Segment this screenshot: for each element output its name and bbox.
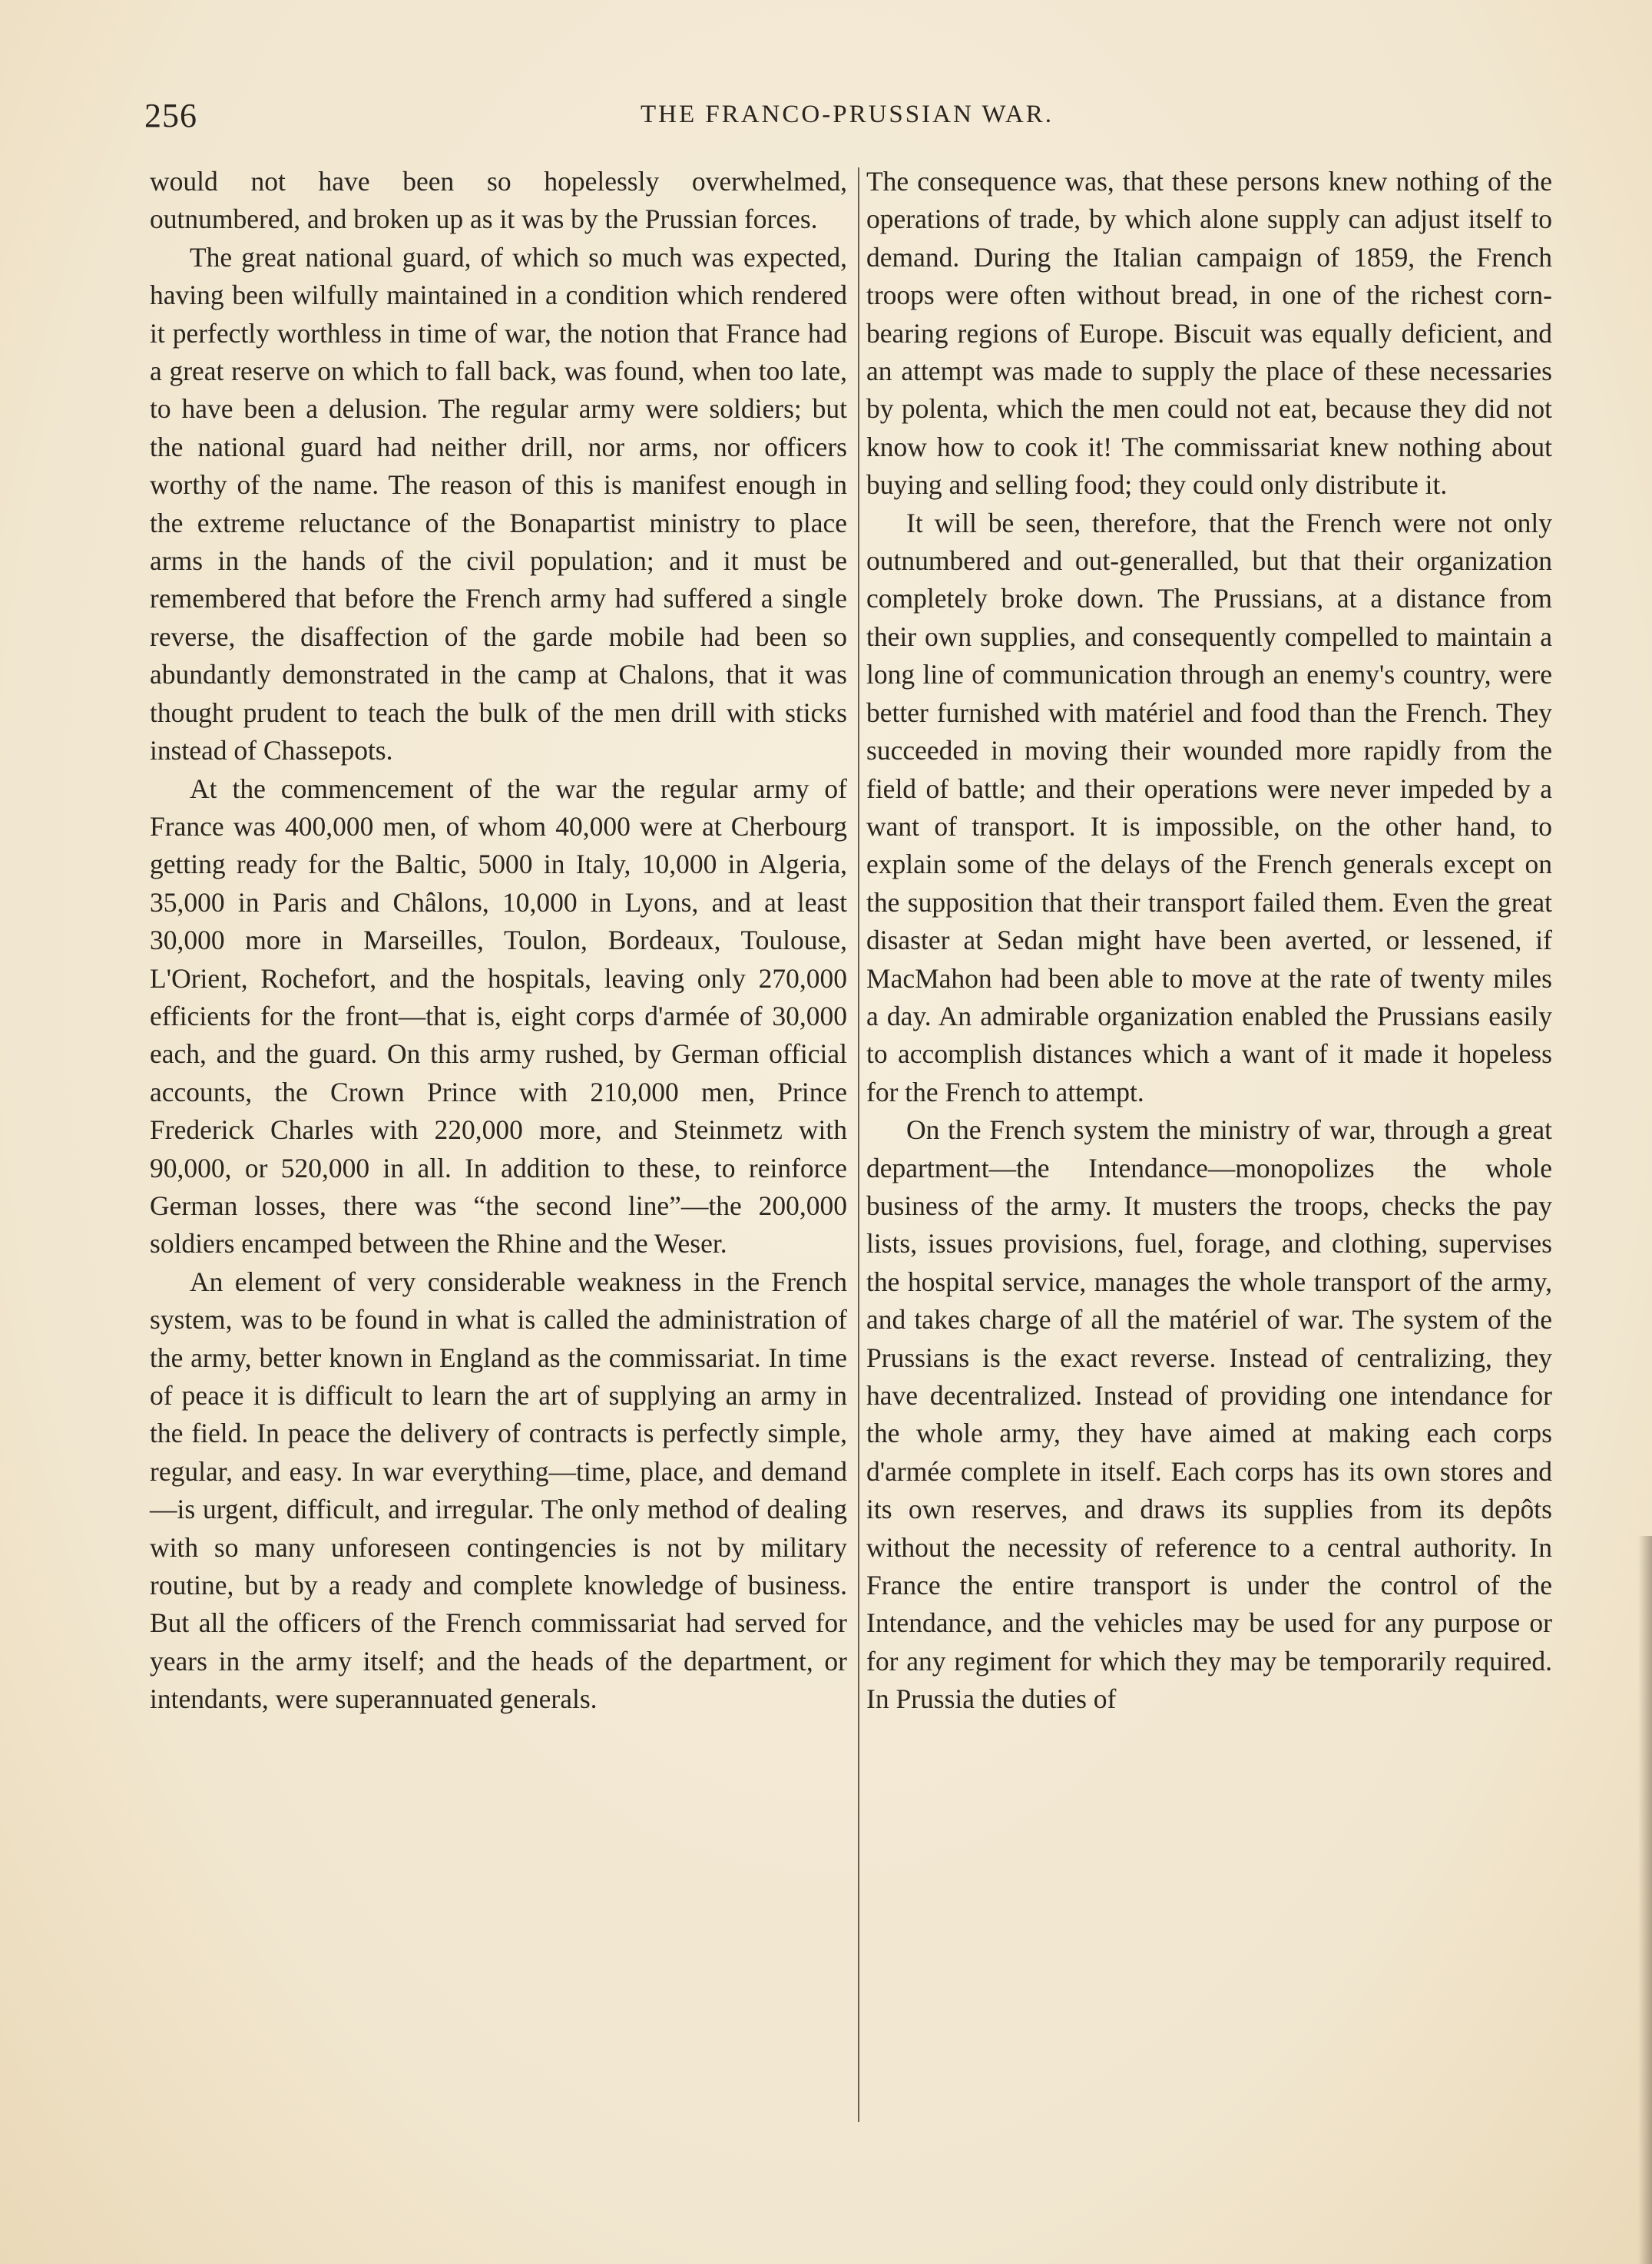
column-divider bbox=[858, 167, 859, 2122]
paragraph: would not have been so hopelessly overwhelmed, outnumbered, and broken up as it was by the Prussian forces. bbox=[150, 166, 847, 235]
paragraph: At the commencement of the war the regular army of France was 400,000 men, of whom 40,000 were at Cherbourg getting ready for the Baltic, 5000 in Italy, 10,000 in Algeria, 35,000 in Paris and Châlons, 10,000 in Lyons, and at least 30,000 more in Marseilles, Toulon, Bordeaux, Toulouse, L'Orient, Rochefort, and the hospitals, leaving only 270,000 efficients for the front—that is, eight corps d'armée of 30,000 each, and the guard. On this army rushed, by German official accounts, the Crown Prince with 210,000 men, Prince Frederick Charles with 220,000 more, and Steinmetz with 90,000, or 520,000 in all. In addition to these, to reinforce German losses, there was “the second line”—the 200,000 soldiers encamped between the Rhine and the Weser. bbox=[150, 773, 847, 1259]
page-edge-shadow bbox=[1638, 1536, 1652, 2264]
paragraph: It will be seen, therefore, that the French were not only outnumbered and out-generalled, but that their organization completely broke down. The Prussians, at a distance from their own supplies, and consequently compelled to maintain a long line of communication through an enemy's country, were better furnished with matériel and food than the French. They succeeded in moving their wounded more rapidly from the field of battle; and their operations were never impeded by a want of transport. It is impossible, on the other hand, to explain some of the delays of the French generals except on the supposition that their transport failed them. Even the great disaster at Sedan might have been averted, or lessened, if MacMahon had been able to move at the rate of twenty miles a day. An admirable organization enabled the Prussians easily to accomplish distances which a want of it made it hopeless for the French to attempt. bbox=[866, 507, 1552, 1107]
running-title: THE FRANCO-PRUSSIAN WAR. bbox=[640, 101, 1054, 128]
page-number: 256 bbox=[144, 97, 197, 134]
page-header bbox=[144, 96, 1550, 142]
right-column bbox=[866, 163, 1552, 1719]
paragraph: The great national guard, of which so much was expected, having been wilfully maintained in a condition which rendered it perfectly worthless in time of war, the notion that France had a great reserve on which to fall back, was found, when too late, to have been a delusion. The regular army were soldiers; but the national guard had neither drill, nor arms, nor officers worthy of the name. The reason of this is manifest enough in the extreme reluctance of the Bonapartist ministry to place arms in the hands of the civil population; and it must be remembered that before the French army had suffered a single reverse, the disaffection of the garde mobile had been so abundantly demonstrated in the camp at Chalons, that it was thought prudent to teach the bulk of the men drill with sticks instead of Chassepots. bbox=[150, 241, 847, 766]
paragraph: On the French system the ministry of war, through a great department—the Intendance—monopolizes the whole business of the army. It musters the troops, checks the pay lists, issues provisions, fuel, forage, and clothing, supervises the hospital service, manages the whole transport of the army, and takes charge of all the matériel of war. The system of the Prussians is the exact reverse. Instead of centralizing, they have decentralized. Instead of providing one intendance for the whole army, they have aimed at making each corps d'armée complete in itself. Each corps has its own stores and its own reserves, and draws its supplies from its depôts without the necessity of reference to a central authority. In France the entire transport is under the control of the Intendance, and the vehicles may be used for any purpose or for any regiment for which they may be temporarily required. In Prussia the duties of bbox=[866, 1114, 1552, 1715]
paragraph: An element of very considerable weakness in the French system, was to be found in what is called the administration of the army, better known in England as the commissariat. In time of peace it is difficult to learn the art of supplying an army in the field. In peace the delivery of contracts is perfectly simple, regular, and easy. In war everything—time, place, and demand—is urgent, difficult, and irregular. The only method of dealing with so many unforeseen contingencies is not by military routine, but by a ready and complete knowledge of business. But all the officers of the French commissariat had served for years in the army itself; and the heads of the department, or intendants, were superannuated generals. bbox=[150, 1266, 847, 1715]
left-column bbox=[150, 163, 847, 1719]
paragraph: The consequence was, that these persons knew nothing of the operations of trade, by which alone supply can adjust itself to demand. During the Italian campaign of 1859, the French troops were often without bread, in one of the richest corn-bearing regions of Europe. Biscuit was equally deficient, and an attempt was made to supply the place of these necessaries by polenta, which the men could not eat, because they did not know how to cook it! The commissariat knew nothing about buying and selling food; they could only distribute it. bbox=[866, 166, 1552, 501]
